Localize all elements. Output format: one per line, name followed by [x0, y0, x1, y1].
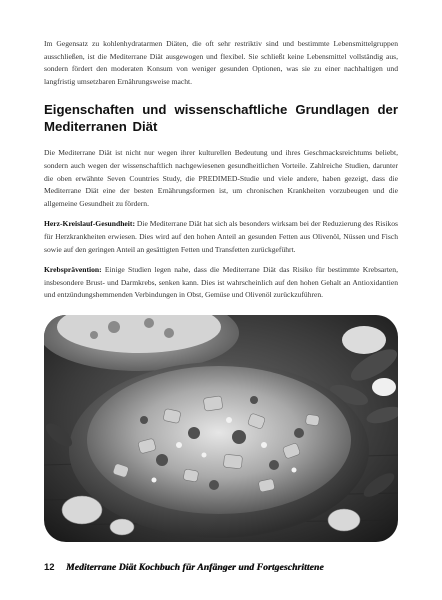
science-paragraph: Die Mediterrane Diät ist nicht nur wegen ihrer kulturellen Bedeutung und ihres Geschmacksreichtums beliebt, sondern auch wegen der wissenschaftlich nachgewiesenen gesundheitlichen Vorteile. Zahlreiche Studien, darunter die oben erwähnte Seven Countries Study, die PREDIMED-Studie und viele andere, haben gezeigt, dass die Mediterrane Diät eine der besten Ernährungsformen ist, um chronischen Krankheiten vorzubeugen und die allgemeine Gesundheit zu fördern. [44, 148, 398, 208]
cancer-prevention-text: Einige Studien legen nahe, dass die Mediterrane Diät das Risiko für bestimmte Krebsarten, insbesondere Brust- und Darmkrebs, senken kann. Dies ist wahrscheinlich auf den hohen Gehalt an Antioxidantien und entzündungshemmenden Verbindungen in Obst, Gemüse und Olivenöl zurückzuführen. [44, 265, 398, 300]
page-footer [44, 562, 398, 573]
cancer-prevention-term: Krebsprävention: [44, 265, 102, 275]
heart-health-term: Herz-Kreislauf-Gesundheit: [44, 219, 135, 229]
page-content [44, 38, 398, 310]
food-photo [44, 315, 398, 542]
intro-paragraph: Im Gegensatz zu kohlenhydratarmen Diäten, die oft sehr restriktiv sind und bestimmte Lebensmittelgruppen ausschließen, ist die Mediterrane Diät ausgewogen und flexibel. Sie schließt keine Lebensmittel vollständig aus, sondern fördert den moderaten Konsum von weniger gesunden Optionen, was sie zu einer nachhaltigen und langfristig umsetzbaren Ernährungsweise macht. [44, 39, 398, 86]
cancer-prevention-paragraph [44, 264, 398, 302]
heart-health-paragraph [44, 218, 398, 256]
heart-health-text: Die Mediterrane Diät hat sich als besonders wirksam bei der Reduzierung des Risikos für Herzkrankheiten erwiesen. Dies wird auf den hohen Anteil an gesunden Fetten aus Olivenöl, Nüssen und Fisch sowie auf den geringen Anteil an gesättigten Fetten und Transfetten zurückgeführt. [44, 219, 398, 254]
page-number: 12 [44, 562, 55, 573]
section-heading: Eigenschaften und wissenschaftliche Grundlagen der Mediterranen Diät [44, 102, 398, 135]
book-title: Mediterrane Diät Kochbuch für Anfänger und Fortgeschrittene [66, 562, 324, 573]
